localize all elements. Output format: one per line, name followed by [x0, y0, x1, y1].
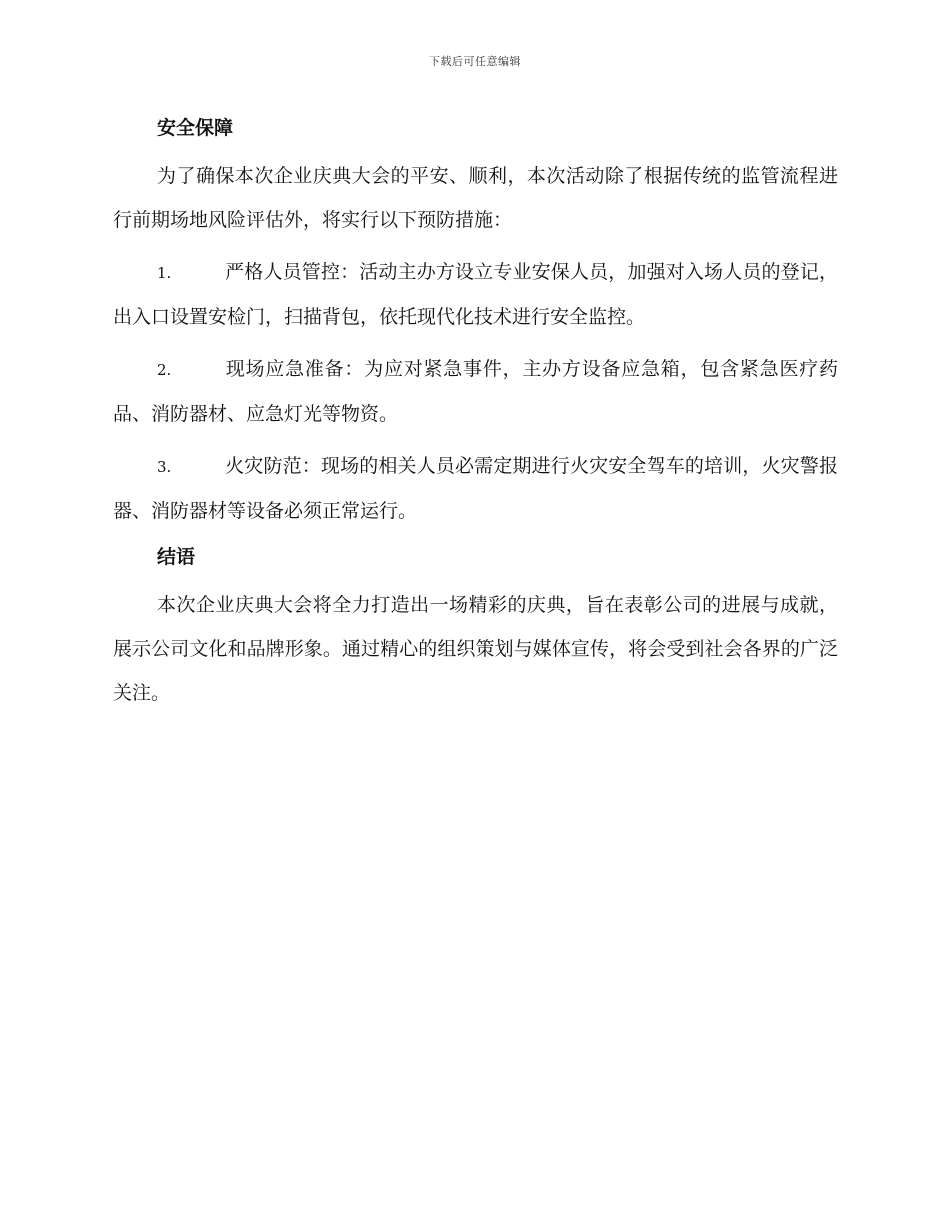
- paragraph-safety-intro: 为了确保本次企业庆典大会的平安、顺利，本次活动除了根据传统的监管流程进行前期场地风险评估外，将实行以下预防措施：: [113, 165, 838, 231]
- list-item-text: 现场应急准备：为应对紧急事件，主办方设备应急箱，包含紧急医疗药品、消防器材、应急灯光等物资。: [113, 358, 838, 425]
- list-item-number: 1.: [157, 264, 172, 282]
- page-header: 下载后可任意编辑: [429, 55, 521, 68]
- list-item-number: 3.: [157, 458, 172, 476]
- list-item: [113, 444, 838, 533]
- document-body: [113, 112, 838, 723]
- list-item-text: 严格人员管控：活动主办方设立专业安保人员，加强对入场人员的登记，出入口设置安检门，扫描背包，依托现代化技术进行安全监控。: [113, 261, 838, 328]
- list-item: [113, 250, 838, 339]
- list-item: [113, 347, 838, 436]
- list-item-text: 火灾防范：现场的相关人员必需定期进行火灾安全驾车的培训，火灾警报器、消防器材等设备必须正常运行。: [113, 455, 838, 522]
- paragraph-conclusion: 本次企业庆典大会将全力打造出一场精彩的庆典，旨在表彰公司的进展与成就，展示公司文化和品牌形象。通过精心的组织策划与媒体宣传，将会受到社会各界的广泛关注。: [113, 594, 838, 704]
- list-item-number: 2.: [157, 361, 172, 379]
- section-title-conclusion: 结语: [157, 546, 196, 568]
- section-title-safety: 安全保障: [157, 117, 234, 139]
